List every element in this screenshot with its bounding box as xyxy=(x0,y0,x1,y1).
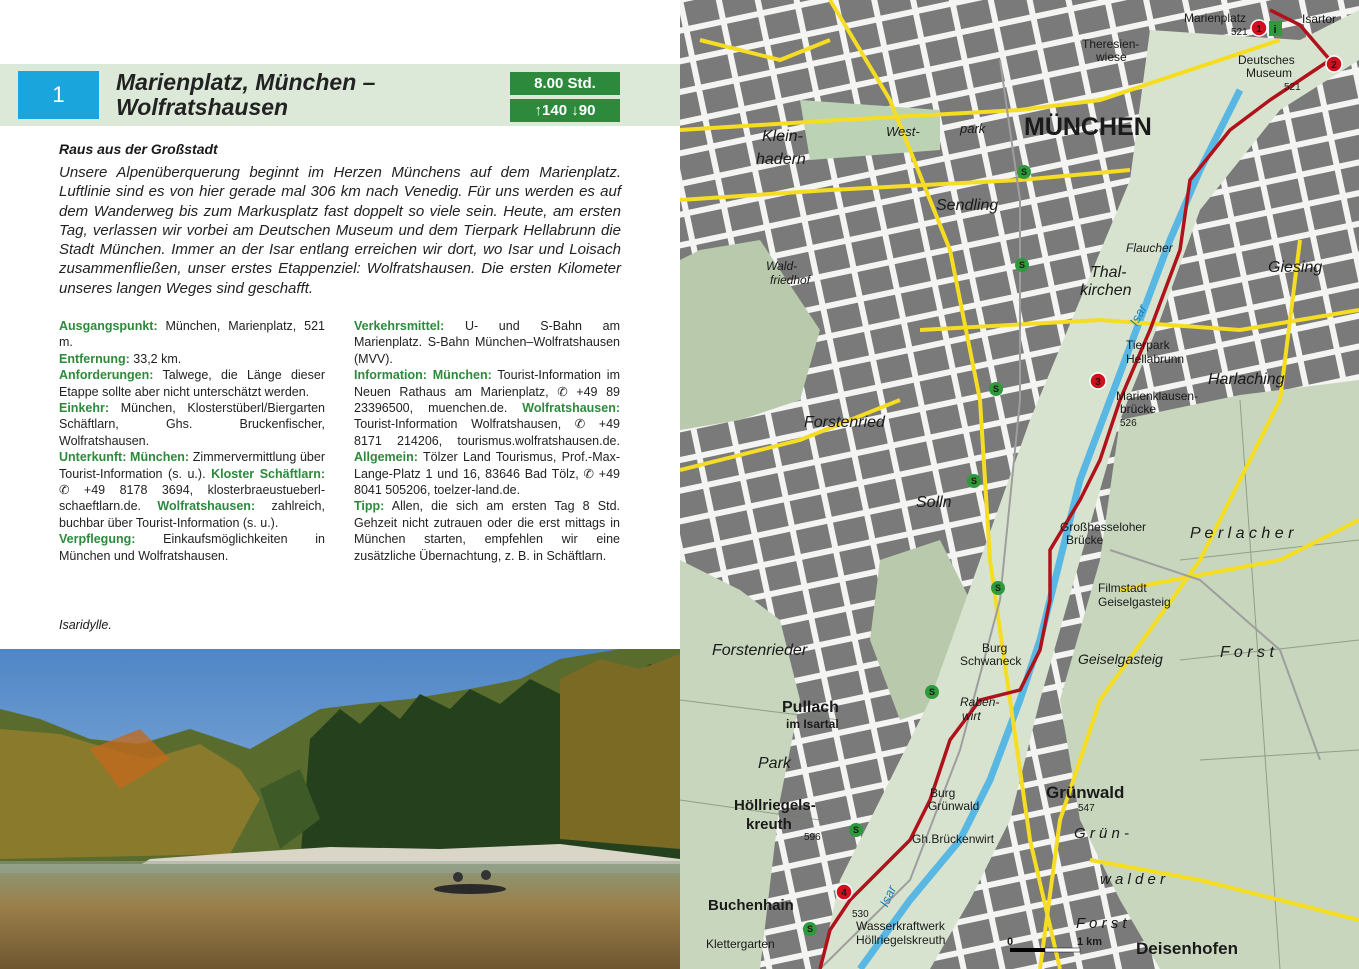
stage-title xyxy=(116,70,496,120)
label-waldfriedhof-2: friedhof xyxy=(770,273,811,287)
label-buchenhain-elev: 530 xyxy=(852,909,869,920)
label-giesing: Giesing xyxy=(1268,259,1323,276)
label-rabenwirt-2: wirt xyxy=(962,709,981,723)
label-forstenried: Forstenried xyxy=(804,414,885,431)
stage-title-line2: Wolfratshausen xyxy=(116,94,289,120)
label-deutsches-museum: Deutsches xyxy=(1238,53,1295,67)
label-thalkirchen: Thal- xyxy=(1090,264,1127,281)
info-accommodation: Unterkunft: München: Zimmervermittlung über Tourist-Information (s. u.). Kloster Schäftlarn: ✆ +49 8178 3694, klosterbraeustueberl-schaeftlarn.de. Wolfratshausen: zahlreich, buchbar über Tourist-Information (s. u.). xyxy=(59,450,325,530)
info-information: Information: München: Tourist-Information im Neuen Rathaus am Marienplatz, ✆ +49 89 23396500, muenchen.de. Wolfratshausen: Tourist-Information Wolfratshausen, ✆ +49 8171 214206, tourismus.wolfratshausen.de. Allgemein: Tölzer Land Tourismus, Prof.-Max-Lange-Platz 1 und 16, 83646 Bad Tölz, ✆ +49 8041 505206, toelzer-land.de. xyxy=(354,368,620,498)
scale-one-km: 1 km xyxy=(1077,936,1103,948)
label-gruenwalder-1: G r ü n - xyxy=(1074,825,1130,842)
svg-text:S: S xyxy=(994,583,1002,593)
sbahn-icon xyxy=(1015,258,1029,272)
label-theresienwiese: Theresien- xyxy=(1082,37,1140,51)
photo-caption: Isaridylle. xyxy=(59,618,112,632)
info-tip: Tipp: Allen, die sich am ersten Tag 8 Std. Gehzeit nicht zutrauen oder die erst mittags in München starten, empfehlen wir eine zusätzliche Übernachtung, z. B. in Schäftlarn. xyxy=(354,499,620,563)
waypoint-3-label: 3 xyxy=(1095,377,1101,388)
scale-zero: 0 xyxy=(1007,936,1014,948)
label-museum-elev: 521 xyxy=(1284,82,1301,93)
label-klettergarten: Klettergarten xyxy=(706,937,775,951)
label-marienklausenbruecke: Marienklausen- xyxy=(1116,389,1199,403)
info-provisions: Verpflegung: Einkaufsmöglichkeiten in München und Wolfratshausen. xyxy=(59,532,325,563)
sbahn-icon xyxy=(1017,165,1031,179)
label-tierpark: Tierpark xyxy=(1126,338,1170,352)
info-transport: Verkehrsmittel: U- und S-Bahn am Marienplatz. S-Bahn München–Wolfratshausen (MVV). xyxy=(354,319,620,366)
elevation-badge: ↑140 ↓90 xyxy=(510,99,620,122)
svg-text:i: i xyxy=(1273,24,1277,36)
waypoint-2 xyxy=(1326,56,1342,72)
label-solln: Solln xyxy=(916,494,952,511)
label-kleinhadern-2: hadern xyxy=(756,151,806,168)
sbahn-icon xyxy=(849,823,863,837)
info-distance: Entfernung: 33,2 km. xyxy=(59,351,182,366)
stage-title-line1: Marienplatz, München – xyxy=(116,69,376,95)
info-icon xyxy=(1269,21,1282,36)
label-deutsches-museum-2: Museum xyxy=(1246,66,1293,80)
label-deisenhofen: Deisenhofen xyxy=(1136,939,1239,958)
info-column-right xyxy=(354,318,620,564)
label-gruenwald-elev: 547 xyxy=(1078,803,1095,814)
info-column-left xyxy=(59,318,325,564)
svg-text:S: S xyxy=(1018,260,1026,270)
label-isar-2: Isar xyxy=(876,883,900,910)
svg-text:S: S xyxy=(992,384,1000,394)
label-gruenwald: Grünwald xyxy=(1046,783,1125,802)
label-grosshesseloher: Großhesseloher xyxy=(1060,520,1147,534)
label-pullach: Pullach xyxy=(782,699,839,716)
duration-badge: 8.00 Std. xyxy=(510,72,620,95)
label-isar: Isar xyxy=(1126,301,1150,329)
route-map-svg xyxy=(680,0,1359,969)
label-buchenhain: Buchenhain xyxy=(708,897,794,914)
intro-heading: Raus aus der Großstadt xyxy=(59,141,218,157)
label-harlaching: Harlaching xyxy=(1208,371,1285,388)
waypoint-1-label: 1 xyxy=(1256,24,1262,35)
label-tierpark-2: Hellabrunn xyxy=(1126,352,1185,366)
label-marienplatz: Marienplatz xyxy=(1184,11,1247,25)
label-rabenwirt: Raben- xyxy=(960,695,1000,709)
label-hoell-elev: 596 xyxy=(804,832,821,843)
waypoint-3 xyxy=(1090,373,1106,389)
label-forst: F o r s t xyxy=(1220,644,1274,661)
label-sendling: Sendling xyxy=(936,197,999,214)
sbahn-icon xyxy=(925,685,939,699)
label-westpark-2: park xyxy=(960,121,986,136)
label-thalkirchen-2: kirchen xyxy=(1080,282,1132,299)
sbahn-icon xyxy=(991,581,1005,595)
label-grosshesseloher-2: Brücke xyxy=(1066,533,1104,547)
label-kraftwerk: Wasserkraftwerk xyxy=(856,919,945,933)
label-burg-gruenwald-2: Grünwald xyxy=(928,799,980,813)
label-marienklausenbruecke-2: brücke xyxy=(1120,402,1157,416)
label-isartor: Isartor xyxy=(1302,12,1337,26)
label-geiselgasteig: Geiselgasteig xyxy=(1078,651,1163,667)
sbahn-icon xyxy=(803,922,817,936)
label-burg-schwaneck: Burg xyxy=(982,641,1008,655)
label-park: Park xyxy=(758,755,791,772)
waypoint-2-label: 2 xyxy=(1331,60,1337,71)
intro-text: Unsere Alpenüberquerung beginnt im Herzen Münchens auf dem Marienplatz. Luftlinie sind es von hier gerade mal 306 km nach Venedig. Für uns werden es auf dem Wanderweg bis zum Markusplatz fast doppelt so viele sein. Heute, am ersten Tag, verlassen wir vorbei am Deutschen Museum und dem Tierpark Hellabrunn die Stadt München. Immer an der Isar entlang erreichen wir dort, wo Isar und Loisach zusammenfließen, unser erstes Etappenziel: Wolfratshausen. Die ersten Kilometer unseres langen Weges sind geschafft. xyxy=(59,164,621,297)
label-gruenwalder-3: F o r s t xyxy=(1076,915,1127,932)
label-kleinhadern: Klein- xyxy=(762,128,803,145)
info-refreshment: Einkehr: München, Klosterstüberl/Biergarten Schäftlarn, Ghs. Bruckenfischer, Wolfratshausen. xyxy=(59,401,325,448)
label-flaucher: Flaucher xyxy=(1126,241,1173,255)
waypoint-1 xyxy=(1251,20,1267,36)
label-westpark: West- xyxy=(886,124,920,139)
info-requirements: Anforderungen: Talwege, die Länge dieser Etappe sollte aber nicht unterschätzt werden. xyxy=(59,368,325,399)
label-kraftwerk-2: Höllriegelskreuth xyxy=(856,933,946,947)
svg-text:S: S xyxy=(928,687,936,697)
label-marienplatz-elev: 521 xyxy=(1231,27,1248,38)
label-burg-gruenwald: Burg xyxy=(930,786,956,800)
stage-number: 1 xyxy=(18,71,99,119)
isar-photo-image xyxy=(0,649,680,969)
sbahn-icon xyxy=(989,382,1003,396)
label-filmstadt-2: Geiselgasteig xyxy=(1098,595,1171,609)
label-burg-schwaneck-2: Schwaneck xyxy=(960,654,1022,668)
waypoint-4-label: 4 xyxy=(841,888,847,899)
route-map xyxy=(680,0,1359,969)
svg-text:S: S xyxy=(970,476,978,486)
label-perlacher: P e r l a c h e r xyxy=(1190,525,1294,542)
label-pullach-2: im Isartal xyxy=(786,717,839,731)
label-theresienwiese-2: wiese xyxy=(1096,50,1127,64)
label-muenchen: MÜNCHEN xyxy=(1024,113,1152,141)
label-forstenrieder: Forstenrieder xyxy=(712,642,808,659)
label-waldfriedhof: Wald- xyxy=(766,259,798,273)
label-brueckenwirt: Gh.Brückenwirt xyxy=(912,832,995,846)
svg-text:S: S xyxy=(852,825,860,835)
label-mkb-elev: 526 xyxy=(1120,418,1137,429)
label-hoellriegelskreuth: Höllriegels- xyxy=(734,797,816,814)
waypoint-4 xyxy=(836,884,852,900)
info-start: Ausgangspunkt: München, Marienplatz, 521 m. xyxy=(59,319,325,350)
svg-text:S: S xyxy=(806,924,814,934)
svg-text:S: S xyxy=(1020,167,1028,177)
sbahn-icon xyxy=(967,474,981,488)
label-gruenwalder-2: w a l d e r xyxy=(1100,871,1166,888)
label-filmstadt: Filmstadt xyxy=(1098,581,1147,595)
isar-photo xyxy=(0,649,680,969)
label-hoellriegelskreuth-2: kreuth xyxy=(746,816,792,833)
